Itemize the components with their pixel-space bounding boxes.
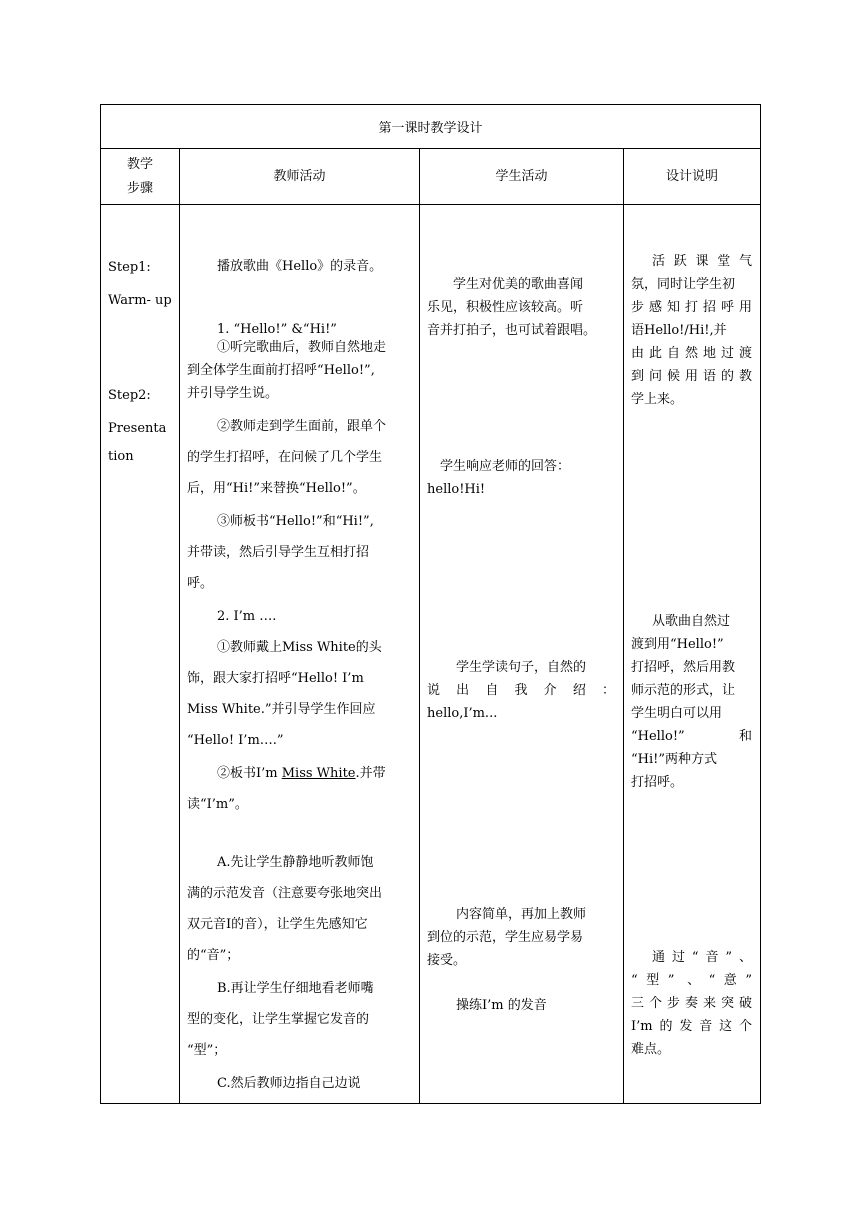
design-line: I’m的发音这个: [631, 1019, 752, 1034]
student-line: 学生对优美的歌曲喜闻: [453, 277, 584, 292]
teacher-line: 型的变化，让学生掌握它发音的: [187, 1012, 370, 1027]
student-activity-cell: [420, 205, 624, 1104]
student-line: 接受。: [427, 953, 467, 968]
student-line: hello!Hi!: [427, 482, 486, 497]
step1-name: Warm- up: [108, 293, 172, 308]
teacher-line: 双元音I的音），让学生先感知它: [187, 917, 368, 932]
student-line: 说出自我介绍：: [427, 683, 615, 698]
design-line: 师示范的形式，让: [631, 683, 736, 698]
design-line: 语Hello!/Hi!,并: [631, 323, 727, 338]
teacher-line: A.先让学生静静地听教师饱: [217, 855, 374, 870]
design-line: 学生明白可以用: [631, 706, 723, 721]
design-line: 到问候用语的教: [631, 369, 752, 384]
design-line: 步感知打招呼用: [631, 300, 752, 315]
teacher-line: ②教师走到学生面前，跟单个: [217, 419, 387, 434]
student-line: 内容简单，再加上教师: [456, 907, 587, 922]
design-line: 从歌曲自然过: [652, 614, 731, 629]
teacher-line: “型”；: [187, 1043, 227, 1058]
teacher-line: 2. I’m ….: [217, 609, 277, 624]
student-line: hello,I’m...: [427, 706, 498, 721]
header-design: 设计说明: [624, 149, 761, 205]
teacher-line: 读“I’m”。: [187, 797, 248, 812]
teacher-line: “Hello! I’m….”: [187, 733, 284, 748]
design-line: 难点。: [631, 1042, 671, 1057]
teacher-line: 并带读，然后引导学生互相打招: [187, 545, 370, 560]
teacher-line: 播放歌曲《Hello》的录音。: [217, 259, 383, 274]
design-line: 渡到用“Hello!”: [631, 637, 724, 652]
header-step-line1: 教学: [126, 156, 153, 172]
step2-label: Step2:: [108, 388, 151, 403]
design-line: 三个步奏来突破: [631, 996, 752, 1011]
teacher-line: B.再让学生仔细地看老师嘴: [217, 981, 374, 996]
design-line: 学上来。: [631, 392, 684, 407]
teacher-line: 的学生打招呼，在问候了几个学生: [187, 450, 383, 465]
header-step-line2: 步骤: [126, 180, 153, 196]
step2-name-part1: Presenta: [108, 421, 167, 436]
teacher-line: 到全体学生面前打招呼“Hello!”,: [187, 363, 375, 378]
teacher-line-board: [217, 762, 386, 786]
student-line: 学生学读句子，自然的: [456, 660, 587, 675]
design-note-cell: [624, 205, 761, 1104]
header-step: [101, 149, 180, 205]
teacher-line: 饰，跟大家打招呼“Hello! I’m: [187, 671, 364, 686]
teacher-line: Miss White.”并引导学生作回应: [187, 702, 376, 717]
design-line: “Hello!” 和: [631, 729, 752, 744]
student-line: 音并打拍子，也可试着跟唱。: [427, 323, 597, 338]
steps-cell: [101, 205, 180, 1104]
teacher-line: 的“音”；: [187, 948, 240, 963]
design-line: 打招呼，然后用教: [631, 660, 736, 675]
student-line: 学生响应老师的回答：: [440, 459, 571, 474]
student-line: 到位的示范，学生应易学易: [427, 930, 584, 945]
table-title: 第一课时教学设计: [101, 105, 761, 149]
teacher-line: 呼。: [187, 576, 214, 591]
design-line: 由此自然地过渡: [631, 346, 752, 361]
teacher-line: 满的示范发音（注意要夸张地突出: [187, 886, 383, 901]
teacher-text: ②板书I’m: [217, 766, 282, 781]
teacher-line: C.然后教师边指自己边说: [217, 1076, 361, 1091]
design-line: “型” 、“意”: [631, 973, 752, 988]
design-line: 氛，同时让学生初: [631, 277, 736, 292]
teacher-line: 并引导学生说。: [187, 386, 279, 401]
design-line: 活跃课堂气: [652, 254, 752, 269]
teacher-text: .并带: [355, 766, 386, 781]
design-line: “Hi!”两种方式: [631, 752, 718, 767]
student-line: 乐见，积极性应该较高。听: [427, 300, 584, 315]
teacher-line: ③师板书“Hello!”和“Hi!”,: [217, 514, 374, 529]
design-line: 打招呼。: [631, 775, 684, 790]
underlined-name: Miss White: [281, 766, 356, 781]
header-student: 学生活动: [420, 149, 624, 205]
teacher-line: 后，用“Hi!”来替换“Hello!”。: [187, 481, 366, 496]
design-line: 通过“音”、: [652, 950, 752, 965]
student-line: 操练I’m 的发音: [456, 998, 547, 1013]
header-teacher: 教师活动: [180, 149, 420, 205]
teacher-activity-cell: [180, 205, 420, 1104]
teacher-line: 1. “Hello!” &“Hi!”: [217, 322, 337, 337]
step1-label: Step1:: [108, 260, 151, 275]
teacher-line: ①听完歌曲后，教师自然地走: [217, 340, 387, 355]
lesson-plan-table: [100, 104, 761, 1104]
step2-name-part2: tion: [108, 449, 134, 464]
teacher-line: ①教师戴上Miss White的头: [217, 640, 382, 655]
